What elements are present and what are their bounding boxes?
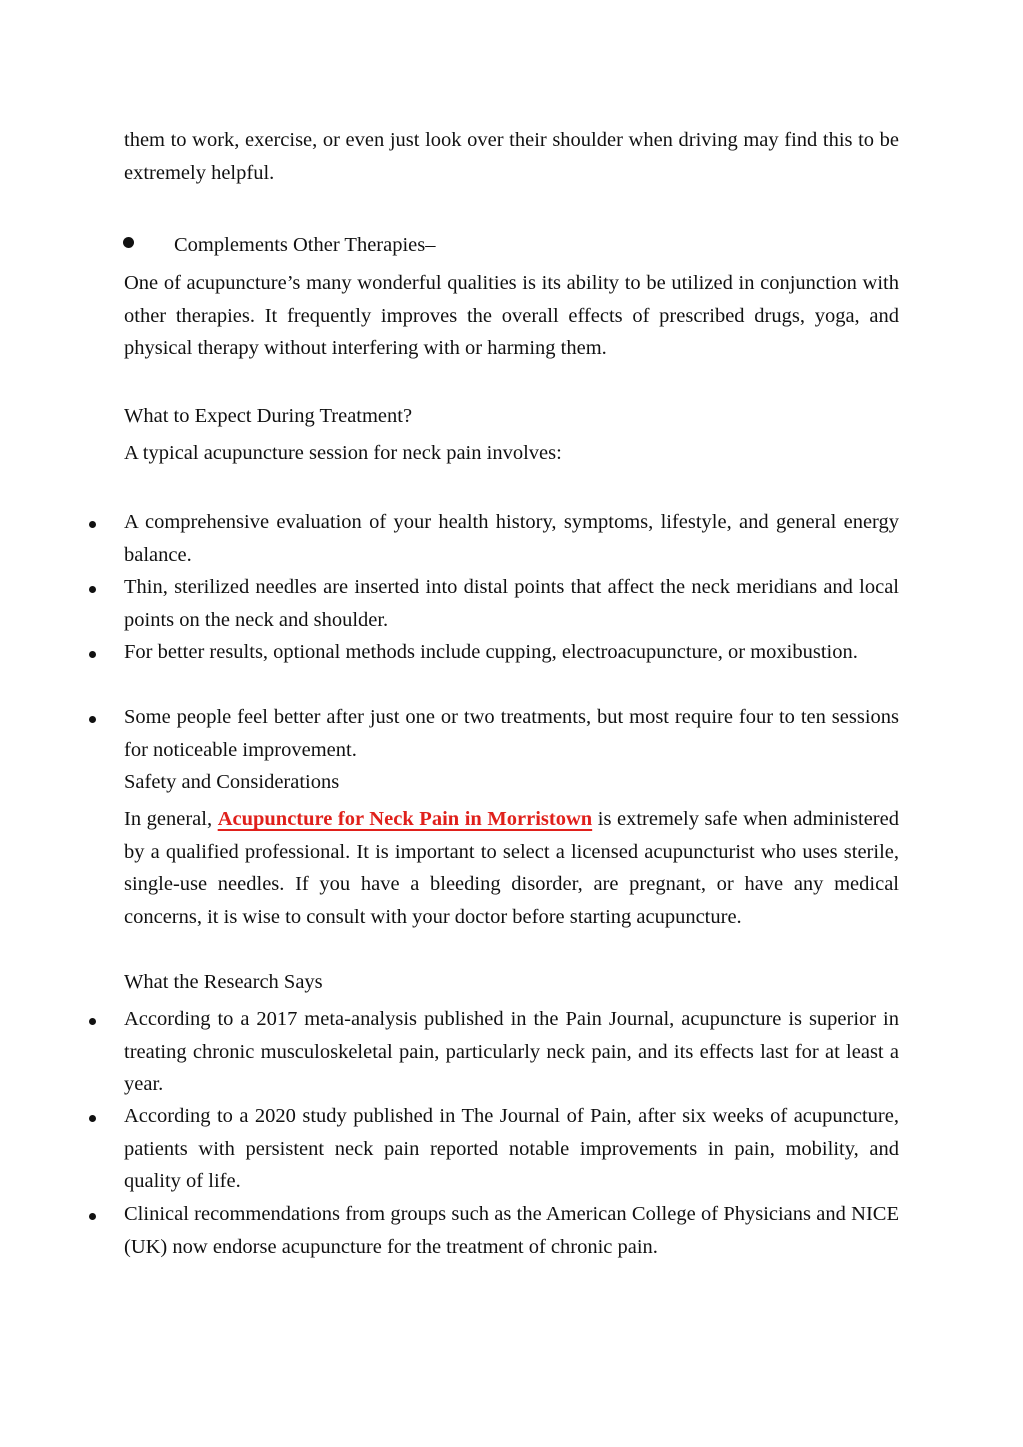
bullet-icon [89,1115,96,1122]
bullet-icon [89,716,96,723]
bullet-icon [89,1018,96,1025]
research-list-item: According to a 2020 study published in The Journal of Pain, after six weeks of acupuncture, patients with persistent neck pain reported notable improvements in pain, mobility, and quality of life. [124,1105,899,1192]
bullet-icon [123,237,134,248]
complements-heading: Complements Other Therapies– [174,234,436,256]
expect-intro: A typical acupuncture session for neck pain involves: [124,442,562,464]
safety-paragraph [124,803,899,933]
safety-heading: Safety and Considerations [124,771,340,793]
bullet-icon [89,1213,96,1220]
bullet-icon [89,586,96,593]
research-list-item: Clinical recommendations from groups such as the American College of Physicians and NICE (UK) now endorse acupuncture for the treatment of chronic pain. [124,1203,899,1258]
research-heading: What the Research Says [124,971,323,993]
expect-list-item: Some people feel better after just one or two treatments, but most require four to ten sessions for noticeable improvement. [124,706,899,761]
safety-text-after-link: is extremely safe when administered by a qualified professional. It is important to select a licensed acupuncturist who uses sterile, single-use needles. If you have a bleeding disorder, are pregnant, or have any medical concerns, it is wise to consult with your doctor before starting acupuncture. [124,808,899,928]
intro-continued-paragraph: them to work, exercise, or even just look over their shoulder when driving may find this to be extremely helpful. [124,129,899,184]
complements-paragraph: One of acupuncture’s many wonderful qualities is its ability to be utilized in conjunction with other therapies. It frequently improves the overall effects of prescribed drugs, yoga, and physical therapy without interfering with or harming them. [124,272,899,359]
safety-text-before-link: In general, [124,808,218,830]
expect-list-item: A comprehensive evaluation of your health history, symptoms, lifestyle, and general energy balance. [124,511,899,566]
expect-list-item: For better results, optional methods include cupping, electroacupuncture, or moxibustion. [124,641,858,663]
expect-heading: What to Expect During Treatment? [124,405,413,427]
bullet-icon [89,651,96,658]
research-list-item: According to a 2017 meta-analysis published in the Pain Journal, acupuncture is superior in treating chronic musculoskeletal pain, particularly neck pain, and its effects last for at least a year. [124,1008,899,1095]
bullet-icon [89,521,96,528]
acupuncture-neck-pain-link[interactable]: Acupuncture for Neck Pain in Morristown [217,808,593,830]
expect-list-item: Thin, sterilized needles are inserted into distal points that affect the neck meridians and local points on the neck and shoulder. [124,576,899,631]
